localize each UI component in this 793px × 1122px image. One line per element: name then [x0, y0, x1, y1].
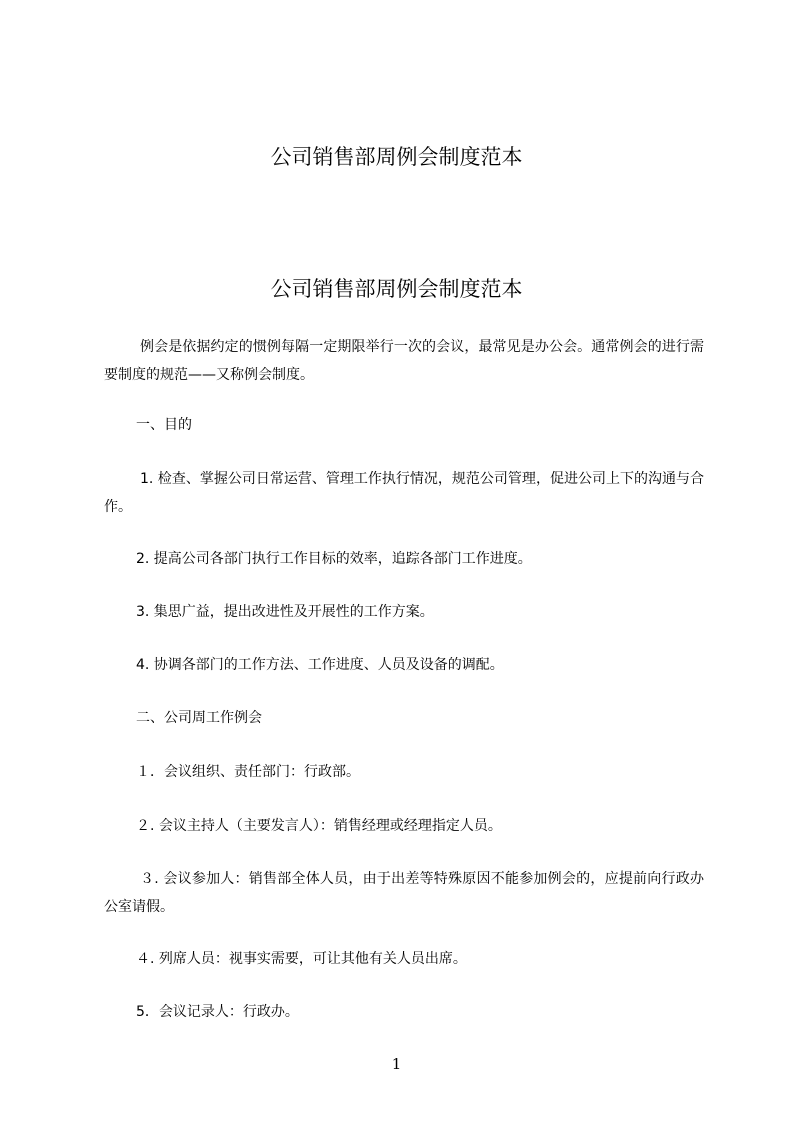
- intro-paragraph: 例会是依据约定的惯例每隔一定期限举行一次的会议，最常见是办公会。通常例会的进行需要制度的规范——又称例会制度。: [104, 339, 704, 383]
- page-number: 1: [391, 1055, 402, 1073]
- purpose-item-2: 2. 提高公司各部门执行工作目标的效率，追踪各部门工作进度。: [136, 551, 532, 567]
- meeting-item-3: ３. 会议参加人：销售部全体人员，由于出差等特殊原因不能参加例会的，应提前向行政办公室请假。: [104, 871, 704, 915]
- section-heading-weekly-meeting: 二、公司周工作例会: [136, 710, 262, 726]
- purpose-item-3: 3. 集思广益，提出改进性及开展性的工作方案。: [136, 604, 434, 620]
- document-title: 公司销售部周例会制度范本: [270, 277, 523, 301]
- meeting-item-2: ２. 会议主持人（主要发言人）：销售经理或经理指定人员。: [136, 818, 502, 834]
- header-title: 公司销售部周例会制度范本: [270, 145, 523, 169]
- purpose-item-4: 4. 协调各部门的工作方法、工作进度、人员及设备的调配。: [136, 657, 504, 673]
- meeting-item-5: 5．会议记录人：行政办。: [136, 1004, 299, 1020]
- meeting-item-4: ４. 列席人员：视事实需要，可让其他有关人员出席。: [136, 951, 467, 967]
- purpose-item-1: 1. 检查、掌握公司日常运营、管理工作执行情况，规范公司管理，促进公司上下的沟通与合作。: [104, 471, 704, 515]
- section-heading-purpose: 一、目的: [136, 417, 192, 433]
- meeting-item-1: １．会议组织、责任部门：行政部。: [136, 764, 360, 780]
